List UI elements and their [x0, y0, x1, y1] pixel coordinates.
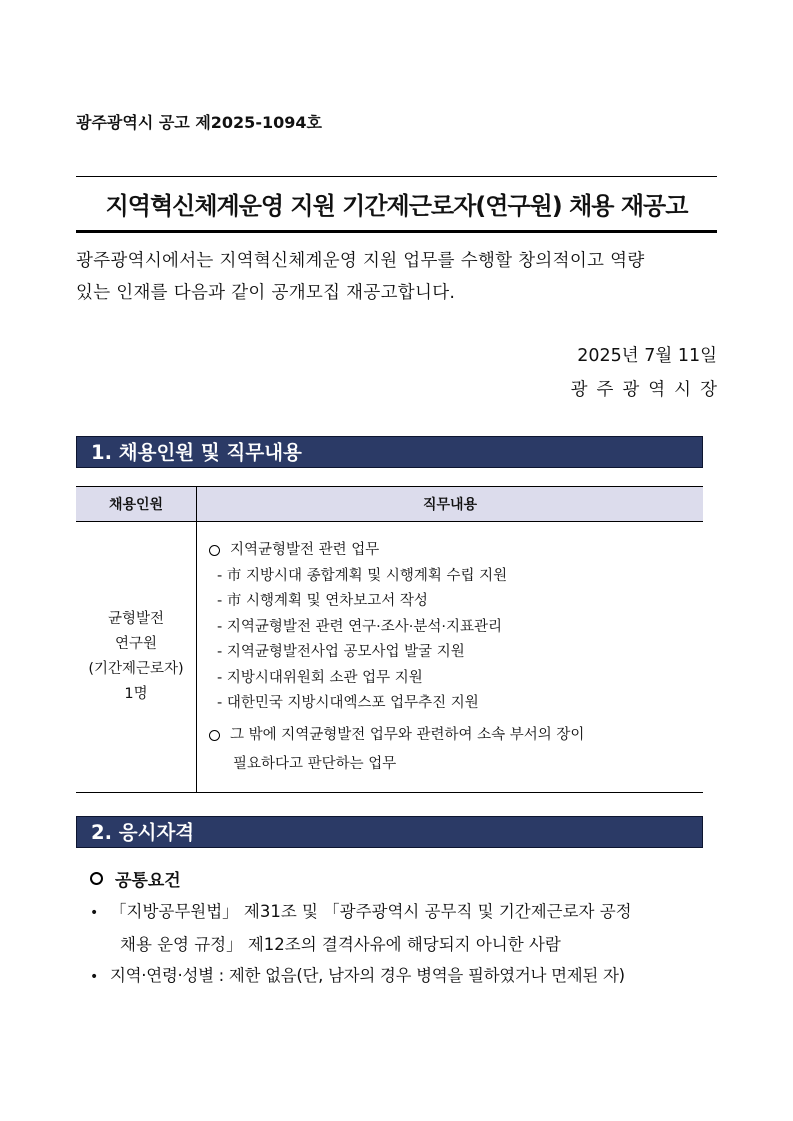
- table-header-row: [76, 487, 703, 522]
- duty-main-item: [209, 723, 703, 749]
- document-title: 지역혁신체계운영 지원 기간제근로자(연구원) 채용 재공고: [105, 192, 688, 220]
- common-requirements-title: [90, 866, 181, 891]
- column-header: 직무내용: [197, 487, 704, 522]
- duty-main-continuation: 필요하다고 판단하는 업무: [233, 756, 397, 772]
- duty-sub-item: - 지방시대위원회 소관 업무 지원: [217, 669, 423, 686]
- requirement-item: [90, 896, 717, 961]
- circle-bullet-icon: [209, 730, 220, 741]
- duty-sub-item: - 市 지방시대 종합계획 및 시행계획 수립 지원: [217, 567, 508, 584]
- duty-sub-item: - 대한민국 지방시대엑스포 업무추진 지원: [217, 695, 479, 711]
- common-title-text: 공통요건: [115, 871, 181, 891]
- duty-main-text: 지역균형발전 관련 업무: [230, 542, 380, 558]
- role-line: 1명: [124, 685, 148, 702]
- requirement-text-continuation: 채용 운영 규정」 제12조의 결격사유에 해당되지 아니한 사람: [120, 935, 561, 954]
- dot-bullet-icon: •: [90, 905, 99, 921]
- intro-line: 광주광역시에서는 지역혁신체계운영 지원 업무를 수행할 창의적이고 역량: [76, 251, 645, 271]
- recruit-count-cell: [76, 522, 197, 793]
- circle-bullet-icon: [209, 545, 220, 556]
- dot-bullet-icon: •: [90, 969, 98, 985]
- title-bottom-rule: [76, 230, 717, 233]
- table-row: [76, 522, 703, 793]
- issuer: 광주광역시장: [570, 380, 726, 400]
- section-heading: 1. 채용인원 및 직무내용: [76, 436, 703, 468]
- requirement-text: 지역·연령·성별 : 제한 없음(단, 남자의 경우 병역을 필하였거나 면제된 자): [110, 966, 625, 985]
- duty-main-text: 그 밖에 지역균형발전 업무와 관련하여 소속 부서의 장이: [230, 726, 585, 743]
- requirement-item: [90, 960, 717, 993]
- duty-sub-item: - 지역균형발전사업 공모사업 발굴 지원: [217, 644, 465, 660]
- circle-bullet-icon: [90, 872, 103, 885]
- column-header: 채용인원: [76, 487, 197, 522]
- title-top-rule: [76, 176, 717, 177]
- duty-sub-item: - 市 시행계획 및 연차보고서 작성: [217, 593, 428, 609]
- intro-paragraph: [76, 245, 717, 309]
- duty-content-cell: [197, 522, 704, 793]
- role-line: 균형발전: [107, 610, 165, 627]
- duty-table: [76, 486, 703, 793]
- duty-main-item: [209, 538, 703, 564]
- notice-number: 광주광역시 공고 제2025-1094호: [76, 113, 322, 132]
- role-line: (기간제근로자): [88, 660, 184, 677]
- duty-sub-item: - 지역균형발전 관련 연구·조사·분석·지표관리: [217, 618, 503, 635]
- role-line: 연구원: [114, 635, 158, 652]
- section-heading: 2. 응시자격: [76, 816, 703, 848]
- notice-date: 2025년 7월 11일: [577, 346, 717, 366]
- intro-line: 있는 인재를 다음과 같이 공개모집 재공고합니다.: [76, 283, 456, 303]
- requirement-text: 「지방공무원법」 제31조 및 「광주광역시 공무직 및 기간제근로자 공정: [110, 902, 632, 921]
